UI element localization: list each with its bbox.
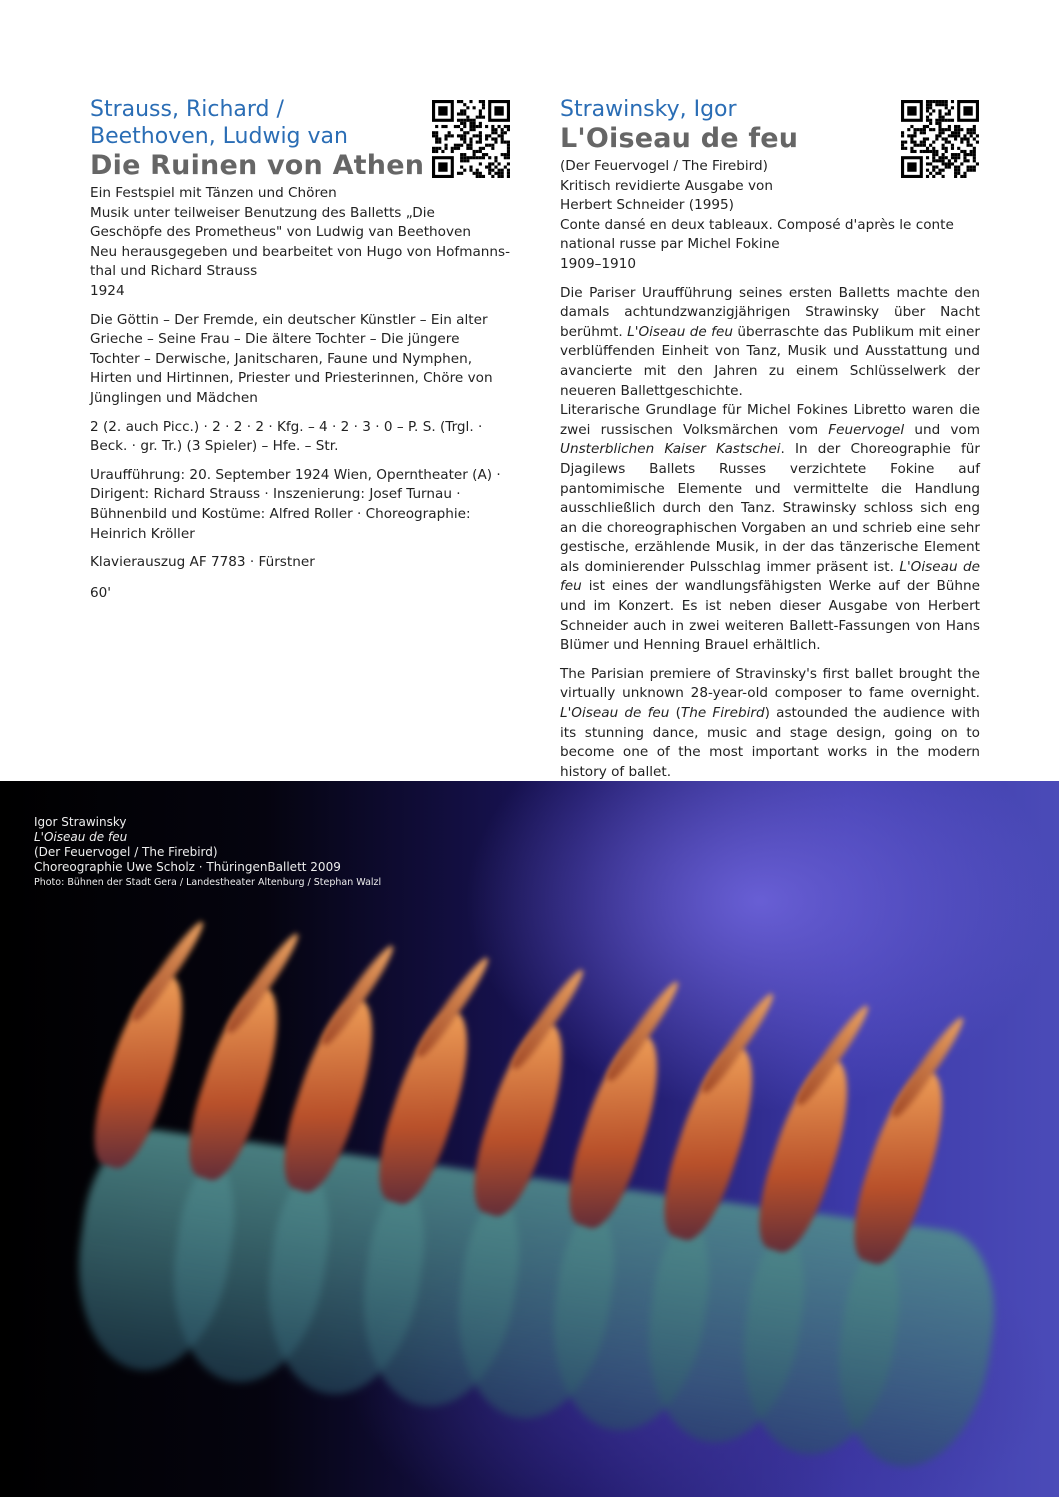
text-segment: . In der Choreographie für Djagilews Ballets Russes verzichtete Fokine auf pantomimische Elemente und vermittelte die Handlung ausschließlich durch den Tanz. Strawinsky schloss sich eng an die choreographischen Vorgaben an und schrieb eine sehr gestische, erzählende Musik, in der das tänzerische Element als dominierender Pulsschlag immer präsent ist.: [560, 441, 980, 575]
text-segment: überraschte das Publikum mit einer verblüffenden Einheit von Tanz, Musik und Ausstattung und avancierte mit den Jahren zu einem Schlüsselwerk der neueren Ballettgeschichte.: [560, 323, 980, 399]
description-english: [560, 665, 980, 783]
text-segment: The Parisian premiere of Stravinsky's first ballet brought the virtually unknown 28-year-old composer to fame overnight.: [560, 665, 980, 702]
caption-title: L'Oiseau de feu: [34, 830, 128, 844]
info-line: (Der Feuervogel / The Firebird): [560, 158, 768, 174]
qr-code-icon[interactable]: [432, 100, 510, 178]
premiere-info: Uraufführung: 20. September 1924 Wien, Operntheater (A) · Dirigent: Richard Strauss · Inszenierung: Josef Turnau · Bühnenbild und Kostüme: Alfred Roller · Choreographie: Heinrich Kröller: [90, 466, 501, 542]
text-segment: (: [669, 705, 681, 722]
caption-subtitle: (Der Feuervogel / The Firebird): [34, 845, 218, 859]
text-segment: ist eines der wandlungsfähigsten Werke auf der Bühne und im Konzert. Es ist neben dieser Ausgabe von Herbert Schneider auch in zwei weiteren Ballett-Fassungen von Hans Blümer und Henning Brauel erhältlich.: [560, 578, 980, 654]
work-entry-oiseau-de-feu: [560, 96, 980, 791]
info-line: Kritisch revidierte Ausgabe von: [560, 177, 773, 194]
work-info: [90, 184, 510, 302]
info-line: Ein Festspiel mit Tänzen und Chören: [90, 185, 337, 201]
info-line: Conte dansé en deux tableaux. Composé d'après le conte: [560, 216, 954, 233]
info-line: Geschöpfe des Prometheus" von Ludwig van Beethoven: [90, 224, 472, 241]
italic-text: Unsterblichen Kaiser Kastschei: [560, 441, 781, 458]
caption-credit: Photo: Bühnen der Stadt Gera / Landestheater Altenburg / Stephan Walzl: [34, 877, 382, 888]
orchestration: 2 (2. auch Picc.) · 2 · 2 · 2 · Kfg. – 4 · 2 · 3 · 0 – P. S. (Trgl. · Beck. · gr. Tr.) (3 Spieler) – Hfe. – Str.: [90, 418, 483, 455]
ballet-photo: [0, 781, 1059, 1497]
info-line: Musik unter teilweiser Benutzung des Balletts „Die: [90, 204, 435, 221]
italic-text: L'Oiseau de feu: [560, 558, 980, 595]
info-line: national russe par Michel Fokine: [560, 236, 780, 253]
text-segment: ) astounded the audience with its stunning dance, music and stage design, going on to become one of the most important works in the modern history of ballet.: [560, 705, 981, 780]
description-german: [560, 284, 980, 656]
info-line: Herbert Schneider (1995): [560, 197, 734, 214]
duration: 60': [90, 584, 112, 601]
photo-caption: [34, 815, 381, 890]
work-title: Die Ruinen von Athen: [90, 150, 425, 181]
composer-name: Strawinsky, Igor: [560, 97, 737, 122]
italic-text: Feuervogel: [828, 421, 905, 438]
italic-text: L'Oiseau de feu: [627, 323, 733, 340]
caption-choreography: Choreographie Uwe Scholz · ThüringenBallett 2009: [34, 860, 341, 874]
caption-composer: Igor Strawinsky: [34, 815, 127, 829]
info-line: Neu herausgegeben und bearbeitet von Hugo von Hofmanns-: [90, 243, 510, 260]
italic-text: The Firebird: [680, 705, 765, 722]
text-segment: Literarische Grundlage für Michel Fokines Libretto waren die zwei russischen Volksmärchen vom: [560, 402, 980, 438]
info-line: 1924: [90, 282, 125, 299]
info-line: 1909–1910: [560, 255, 636, 272]
text-segment: und vom: [904, 421, 980, 438]
composer-line: Strauss, Richard /: [90, 97, 284, 122]
qr-code-icon[interactable]: [901, 100, 979, 178]
score-info: Klavierauszug AF 7783 · Fürstner: [90, 554, 315, 571]
composer-line: Beethoven, Ludwig van: [90, 124, 348, 149]
italic-text: L'Oiseau de feu: [560, 705, 670, 722]
info-line: thal und Richard Strauss: [90, 263, 258, 280]
text-segment: Die Pariser Uraufführung seines ersten Balletts machte den damals achtundzwanzigjährigen Strawinsky über Nacht berühmt.: [560, 284, 980, 340]
work-title: L'Oiseau de feu: [560, 123, 799, 154]
roles: Die Göttin – Der Fremde, ein deutscher Künstler – Ein alter Grieche – Seine Frau – Die ältere Tochter – Die jüngere Tochter – Derwische, Janitscharen, Faune und Nymphen, Hirten und Hirtinnen, Priester und Priesterinnen, Chöre von Jünglingen und Mädchen: [90, 311, 493, 406]
